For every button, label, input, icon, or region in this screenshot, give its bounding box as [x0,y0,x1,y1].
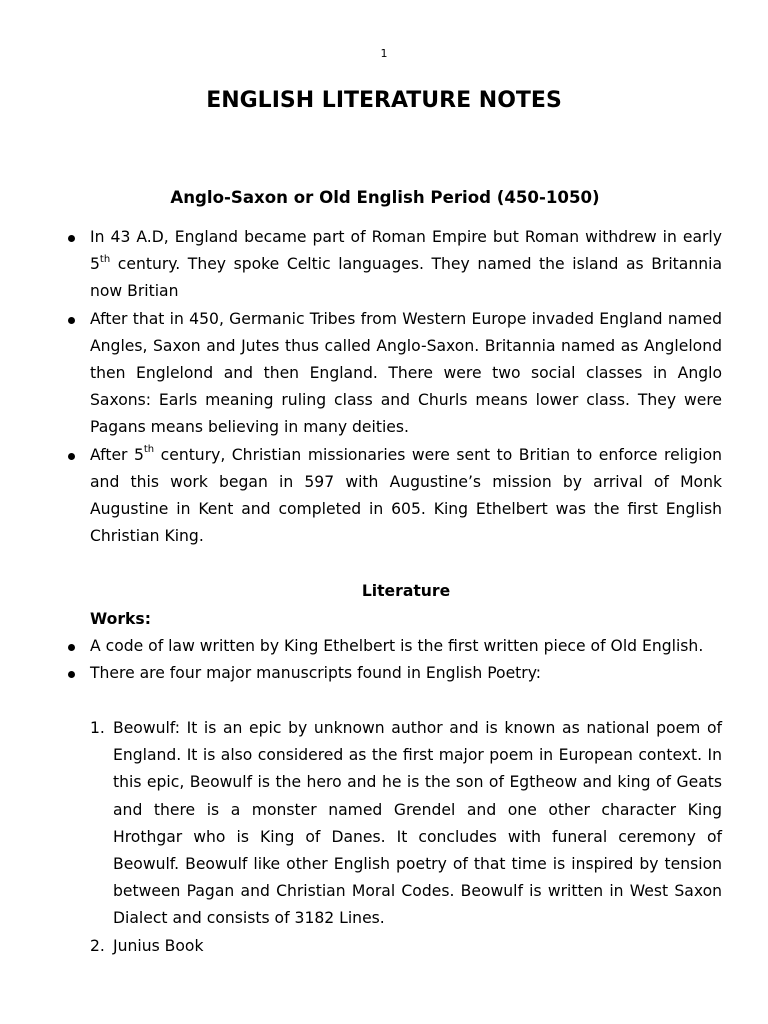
manuscript-list [90,715,722,960]
section-heading: Anglo-Saxon or Old English Period (450-1050) [170,188,600,207]
list-number: 2. [90,936,105,955]
bullet-icon [68,235,75,242]
intro-bullet-list [90,224,722,550]
list-number: 1. [90,719,105,737]
works-bullet-item: A code of law written by King Ethelbert is the first written piece of Old English. [90,633,722,660]
works-bullet-item: There are four major manuscripts found in English Poetry: [90,660,722,687]
works-bullet-list [90,633,722,687]
bullet-icon [68,453,75,460]
intro-bullet-item: After that in 450, Germanic Tribes from Western Europe invaded England named Angles, Saxon and Jutes thus called Anglo-Saxon. Britannia named as Anglelond then Englelond and then England. There were two social classes in Anglo Saxons: Earls meaning ruling class and Churls means lower class. They were Pagans means believing in many deities. [90,306,722,442]
manuscript-item: 2. Junius Book [113,933,722,960]
bullet-icon [68,671,75,678]
intro-bullet-item: After 5th century, Christian missionaries were sent to Britian to enforce religion and this work began in 597 with Augustine’s mission by arrival of Monk Augustine in Kent and completed in 605. King Ethelbert was the first English Christian King. [90,442,722,551]
intro-bullet-item: In 43 A.D, England became part of Roman Empire but Roman withdrew in early 5th century. They spoke Celtic languages. They named the island as Britannia now Britian [90,224,722,306]
bullet-icon [68,644,75,651]
page-number: 1 [380,47,388,60]
works-label: Works: [90,610,151,628]
manuscript-item: 1. Beowulf: It is an epic by unknown author and is known as national poem of England. It is also considered as the first major poem in European context. In this epic, Beowulf is the hero and he is the son of Egtheow and king of Geats and there is a monster named Grendel and one other character King Hrothgar who is King of Danes. It concludes with funeral ceremony of Beowulf. Beowulf like other English poetry of that time is inspired by tension between Pagan and Christian Moral Codes. Beowulf is written in West Saxon Dialect and consists of 3182 Lines. [113,715,722,933]
bullet-icon [68,317,75,324]
literature-heading: Literature [361,582,451,600]
document-title: ENGLISH LITERATURE NOTES [206,88,562,113]
